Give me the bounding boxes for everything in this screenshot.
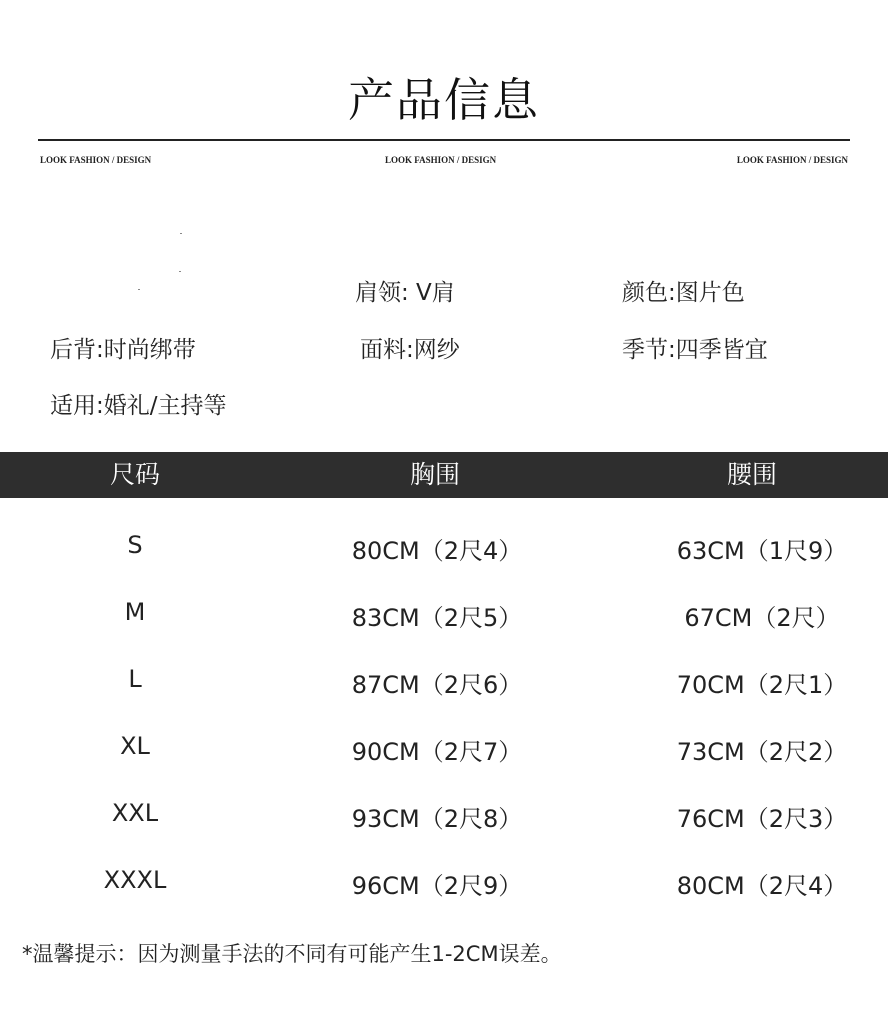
size-cell: XL [120,732,150,760]
tagline-left: LOOK FASHION / DESIGN [40,155,152,165]
attr-neckline: 肩领: V肩 [355,280,455,306]
attr-season: 季节:四季皆宜 [622,337,768,363]
bust-cell: 96CM（2尺9） [351,872,523,900]
waist-cell: 67CM（2尺） [684,604,840,632]
speck-2 [179,271,181,272]
bust-cell: 80CM（2尺4） [351,537,523,565]
attr-fabric: 面料:网纱 [360,337,460,363]
waist-cell: 63CM（1尺9） [676,537,848,565]
page-title: 产品信息 [348,73,540,127]
bust-cell: 87CM（2尺6） [351,671,523,699]
header-waist: 腰围 [726,460,777,489]
size-cell: S [127,531,143,559]
bust-cell: 83CM（2尺5） [351,604,523,632]
bust-cell: 93CM（2尺8） [351,805,523,833]
speck-3 [138,289,140,290]
tagline-center: LOOK FASHION / DESIGN [385,155,497,165]
size-table-header [0,452,888,498]
waist-cell: 70CM（2尺1） [676,671,848,699]
size-cell: M [124,598,146,626]
waist-cell: 73CM（2尺2） [676,738,848,766]
attr-usage: 适用:婚礼/主持等 [50,393,227,419]
size-cell: XXXL [103,866,167,894]
speck-1 [180,233,182,234]
title-divider [38,139,850,141]
header-bust: 胸围 [409,460,460,489]
size-cell: XXL [111,799,159,827]
bust-cell: 90CM（2尺7） [351,738,523,766]
attr-back: 后背:时尚绑带 [50,337,196,363]
waist-cell: 76CM（2尺3） [676,805,848,833]
attr-color: 颜色:图片色 [622,280,745,306]
tagline-right: LOOK FASHION / DESIGN [736,155,848,165]
measurement-note: *温馨提示：因为测量手法的不同有可能产生1-2CM误差。 [22,942,562,966]
header-size: 尺码 [109,460,160,489]
size-cell: L [128,665,142,693]
waist-cell: 80CM（2尺4） [676,872,848,900]
